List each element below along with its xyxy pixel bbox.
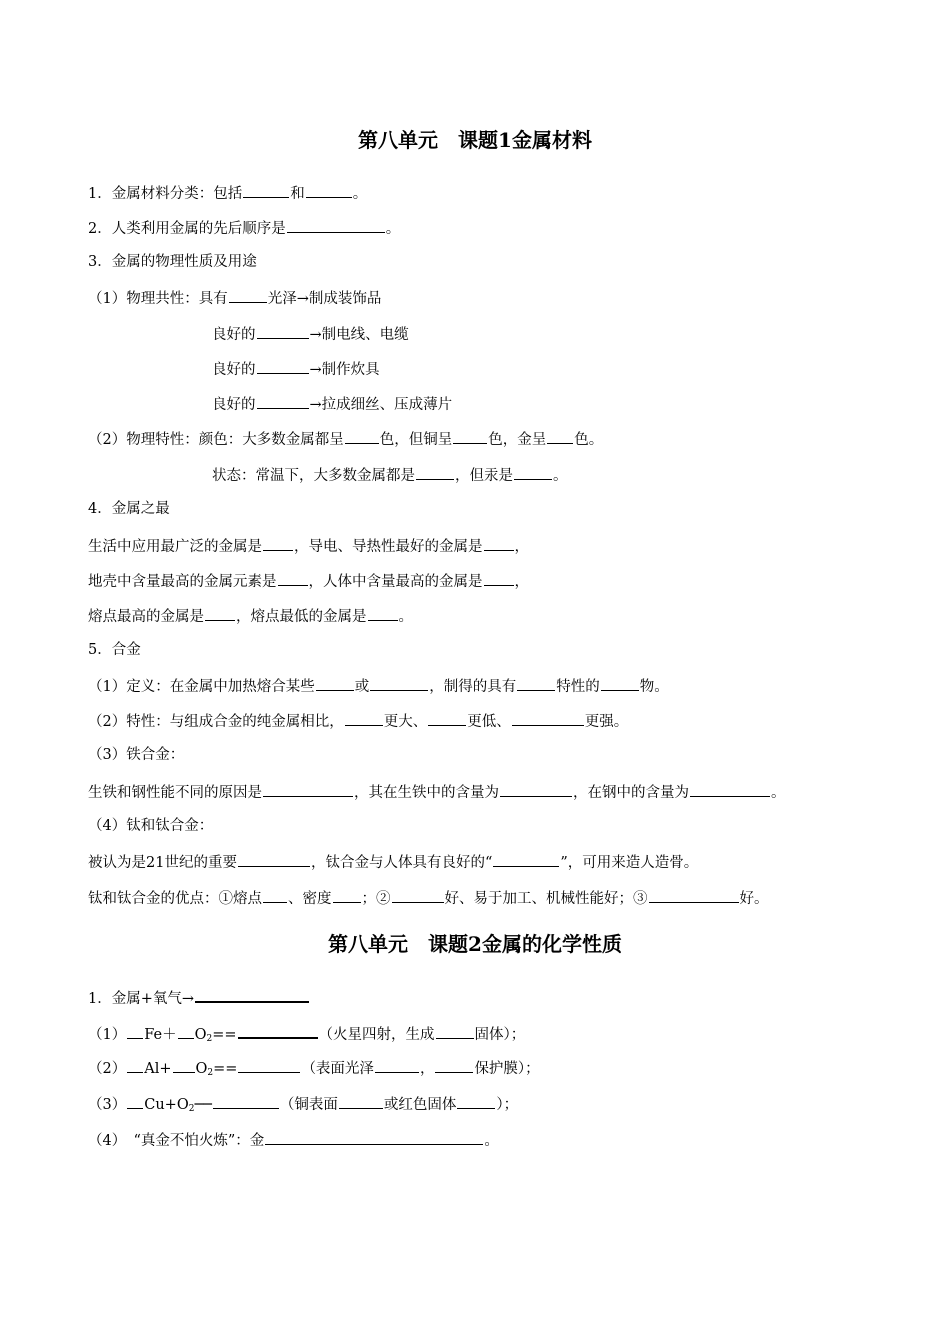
text: ，在钢中的含量为 [573, 785, 689, 801]
text: （4）钛和钛合金： [88, 818, 214, 834]
text: 。 [484, 1133, 499, 1149]
q5-3-heading [88, 744, 184, 766]
fill-blank[interactable] [257, 322, 309, 339]
fill-blank[interactable] [195, 985, 309, 1003]
r5-line [88, 1128, 499, 1152]
fill-blank[interactable] [306, 181, 352, 198]
r1-line [88, 985, 310, 1010]
text: 地壳中含量最高的金属元素是 [88, 574, 277, 590]
text: == [213, 1061, 238, 1077]
text: 、密度 [288, 891, 332, 907]
text: 好、易于加工、机械性能好；③ [444, 891, 648, 907]
r4-line [88, 1092, 518, 1120]
text: 或红色固体 [383, 1097, 457, 1113]
fill-blank[interactable] [316, 674, 354, 691]
text: （1）定义：在金属中加热熔合某些 [88, 679, 315, 695]
text: 良好的 [212, 397, 256, 413]
fill-blank[interactable] [512, 709, 584, 726]
q3-6-line [212, 463, 568, 487]
fill-blank[interactable] [265, 1128, 483, 1145]
text: ， [514, 574, 529, 590]
text: Al+ [144, 1061, 172, 1077]
fill-blank[interactable] [263, 780, 353, 797]
fill-blank[interactable] [257, 392, 309, 409]
text: 好。 [739, 891, 769, 907]
section-title-2: 第八单元 课题2金属的化学性质 [328, 932, 622, 956]
text: 1．金属+氧气→ [88, 991, 195, 1007]
text: （3）铁合金： [88, 747, 185, 763]
text: ）； [496, 1097, 519, 1113]
subscript: 2 [188, 1104, 195, 1114]
text: ── [194, 1097, 212, 1113]
text: 色。 [574, 432, 604, 448]
text: （火星四射，生成 [318, 1027, 435, 1043]
fill-blank[interactable] [392, 886, 444, 903]
text: 物。 [639, 679, 669, 695]
fill-blank[interactable] [493, 850, 559, 867]
text: ， [514, 539, 529, 555]
text: 1．金属材料分类：包括 [88, 186, 243, 202]
q4-heading [88, 498, 170, 520]
fill-blank[interactable] [243, 181, 289, 198]
fill-blank[interactable] [500, 780, 572, 797]
fill-blank[interactable] [127, 1022, 143, 1039]
text: O [195, 1061, 208, 1077]
fill-blank[interactable] [428, 709, 466, 726]
text: 和 [290, 186, 305, 202]
text: 光泽→制成装饰品 [267, 291, 382, 307]
text: 。 [385, 221, 401, 237]
fill-blank[interactable] [484, 569, 514, 586]
fill-blank[interactable] [345, 427, 379, 444]
text: 。 [352, 186, 368, 202]
text: ，导电、导热性最好的金属是 [294, 539, 483, 555]
fill-blank[interactable] [238, 1056, 300, 1073]
fill-blank[interactable] [690, 780, 770, 797]
text: 3．金属的物理性质及用途 [88, 254, 257, 270]
text: ，但汞是 [455, 468, 513, 484]
fill-blank[interactable] [238, 850, 310, 867]
q5-2-line [88, 709, 628, 733]
text: 钛和钛合金的优点：①熔点 [88, 891, 262, 907]
text: 。 [398, 609, 413, 625]
text: 4．金属之最 [88, 501, 170, 517]
text: 保护膜）； [474, 1061, 540, 1077]
text: （1）物理共性：具有 [88, 291, 228, 307]
fill-blank[interactable] [514, 463, 552, 480]
fill-blank[interactable] [333, 886, 361, 903]
fill-blank[interactable] [547, 427, 573, 444]
text: 2．人类利用金属的先后顺序是 [88, 221, 286, 237]
text: 更强。 [584, 714, 629, 730]
fill-blank[interactable] [453, 427, 487, 444]
text: （表面光泽 [301, 1061, 374, 1077]
r3-line [88, 1056, 540, 1084]
subscript: 2 [206, 1034, 213, 1044]
text: ，钛合金与人体具有良好的“ [310, 855, 493, 871]
text: ”，可用来造人造骨。 [560, 855, 699, 871]
q3-3-line [212, 357, 380, 381]
q3-2-line [212, 322, 409, 346]
fill-blank[interactable] [345, 709, 383, 726]
q5-1-line [88, 674, 669, 698]
text: 特性的 [556, 679, 600, 695]
q5-7-line [88, 886, 769, 910]
q3-5-line [88, 427, 603, 451]
fill-blank[interactable] [601, 674, 639, 691]
text: 。 [553, 468, 568, 484]
text: 良好的 [212, 327, 256, 343]
text: →拉成细丝、压成薄片 [309, 397, 453, 413]
text: ，熔点最低的金属是 [236, 609, 367, 625]
q5-heading [88, 639, 141, 661]
fill-blank[interactable] [368, 604, 398, 621]
q5-4-line [88, 780, 786, 804]
text: 。 [771, 785, 786, 801]
fill-blank[interactable] [370, 674, 428, 691]
fill-blank[interactable] [278, 569, 308, 586]
text: Fe＋ [144, 1027, 177, 1043]
fill-blank[interactable] [649, 886, 739, 903]
fill-blank[interactable] [287, 216, 385, 233]
text: 或 [354, 679, 370, 695]
text: 被认为是21世纪的重要 [88, 855, 237, 871]
text: →制作炊具 [309, 362, 380, 378]
fill-blank[interactable] [339, 1092, 383, 1109]
text: （2） [88, 1061, 127, 1077]
text: （铜表面 [279, 1097, 338, 1113]
fill-blank[interactable] [178, 1022, 194, 1039]
q4-3-line [88, 604, 413, 628]
text: 5．合金 [88, 642, 141, 658]
q5-5-heading [88, 815, 213, 837]
subscript: 2 [207, 1068, 214, 1078]
text: 良好的 [212, 362, 256, 378]
q5-6-line [88, 850, 698, 874]
fill-blank[interactable] [263, 886, 287, 903]
text: （4） “真金不怕火炼”：金 [88, 1133, 265, 1149]
fill-blank[interactable] [205, 604, 235, 621]
text: （2）物理特性：颜色：大多数金属都呈 [88, 432, 344, 448]
text: 生铁和钢性能不同的原因是 [88, 785, 262, 801]
text: →制电线、电缆 [309, 327, 409, 343]
text: ；② [361, 891, 391, 907]
fill-blank[interactable] [127, 1092, 143, 1109]
fill-blank[interactable] [263, 534, 293, 551]
text: == [212, 1027, 237, 1043]
q4-1-line [88, 534, 529, 558]
text: ，其在生铁中的含量为 [354, 785, 499, 801]
fill-blank[interactable] [127, 1056, 143, 1073]
fill-blank[interactable] [229, 286, 267, 303]
r2-line [88, 1021, 525, 1050]
text: 生活中应用最广泛的金属是 [88, 539, 262, 555]
text: 更大、 [383, 714, 428, 730]
text: 色，金呈 [488, 432, 547, 448]
text: 更低、 [467, 714, 511, 730]
fill-blank[interactable] [416, 463, 454, 480]
fill-blank[interactable] [173, 1056, 195, 1073]
q3-1-line [88, 286, 381, 310]
text: 熔点最高的金属是 [88, 609, 204, 625]
q4-2-line [88, 569, 529, 593]
fill-blank[interactable] [517, 674, 555, 691]
text: Cu+O [144, 1097, 189, 1113]
fill-blank[interactable] [375, 1056, 419, 1073]
text: 色，但铜呈 [379, 432, 453, 448]
q1-line [88, 181, 367, 205]
text: 状态：常温下，大多数金属都是 [212, 468, 415, 484]
text: ，人体中含量最高的金属是 [308, 574, 483, 590]
q3-heading [88, 251, 257, 273]
section-title-1: 第八单元 课题1金属材料 [358, 128, 592, 152]
q3-4-line [212, 392, 452, 416]
text: ， [419, 1061, 435, 1077]
fill-blank[interactable] [484, 534, 514, 551]
fill-blank[interactable] [457, 1092, 495, 1109]
fill-blank[interactable] [238, 1021, 318, 1039]
text: 固体）； [474, 1027, 526, 1043]
text: O [194, 1027, 207, 1043]
text: ，制得的具有 [429, 679, 517, 695]
text: （3） [88, 1097, 127, 1113]
text: （1） [88, 1027, 127, 1043]
fill-blank[interactable] [436, 1022, 474, 1039]
fill-blank[interactable] [257, 357, 309, 374]
fill-blank[interactable] [435, 1056, 473, 1073]
q2-line [88, 216, 400, 240]
text: （2）特性：与组成合金的纯金属相比， [88, 714, 344, 730]
fill-blank[interactable] [213, 1092, 279, 1109]
